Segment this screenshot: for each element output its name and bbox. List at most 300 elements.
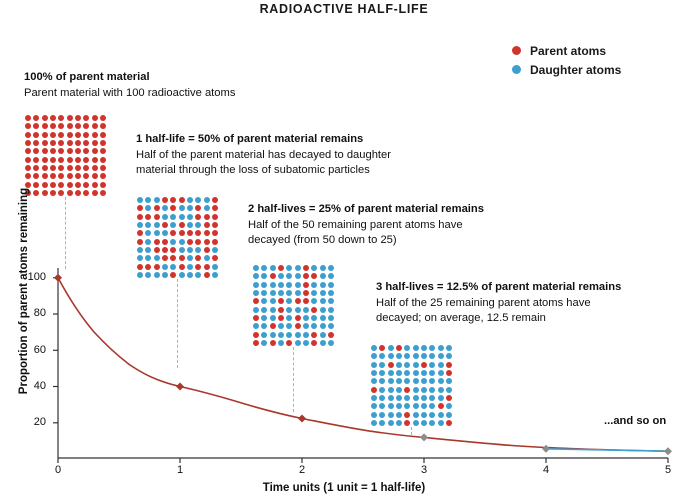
annotation-2-line-1: Half of the 50 remaining parent atoms have — [248, 218, 463, 231]
legend-swatch-daughter — [512, 65, 521, 74]
parent-atom — [212, 222, 218, 228]
parent-atom — [33, 140, 39, 146]
parent-atom — [154, 214, 160, 220]
atom-grid-1 — [136, 196, 219, 279]
daughter-atom — [162, 264, 168, 270]
parent-atom — [195, 239, 201, 245]
parent-atom — [67, 157, 73, 163]
parent-atom — [58, 148, 64, 154]
x-tick-label-4: 4 — [542, 464, 550, 476]
parent-atom — [311, 273, 317, 279]
parent-atom — [212, 214, 218, 220]
daughter-atom — [311, 315, 317, 321]
parent-atom — [92, 123, 98, 129]
daughter-atom — [388, 370, 394, 376]
parent-atom — [50, 140, 56, 146]
daughter-atom — [371, 345, 377, 351]
daughter-atom — [438, 345, 444, 351]
daughter-atom — [421, 387, 427, 393]
daughter-atom — [429, 345, 435, 351]
daughter-atom — [328, 298, 334, 304]
parent-atom — [145, 214, 151, 220]
leader-line-2 — [293, 347, 294, 412]
daughter-atom — [413, 378, 419, 384]
parent-atom — [179, 255, 185, 261]
legend — [512, 41, 621, 79]
daughter-atom — [371, 370, 377, 376]
parent-atom — [204, 230, 210, 236]
daughter-atom — [388, 420, 394, 426]
daughter-atom — [320, 340, 326, 346]
parent-atom — [92, 190, 98, 196]
daughter-atom — [379, 395, 385, 401]
annotation-1-line-1: Half of the parent material has decayed to daughter — [136, 148, 391, 161]
daughter-atom — [396, 353, 402, 359]
parent-atom — [162, 222, 168, 228]
parent-atom — [67, 148, 73, 154]
daughter-atom — [413, 420, 419, 426]
annotation-0-line-1: Parent material with 100 radioactive atoms — [24, 86, 236, 99]
daughter-atom — [320, 298, 326, 304]
daughter-atom — [212, 247, 218, 253]
parent-atom — [371, 387, 377, 393]
daughter-atom — [379, 362, 385, 368]
annotation-3-line-0: 3 half-lives = 12.5% of parent material remains — [376, 281, 622, 293]
daughter-atom — [438, 362, 444, 368]
parent-atom — [404, 387, 410, 393]
daughter-atom — [429, 420, 435, 426]
parent-atom — [303, 282, 309, 288]
parent-atom — [379, 345, 385, 351]
parent-atom — [137, 239, 143, 245]
daughter-atom — [379, 420, 385, 426]
parent-atom — [42, 190, 48, 196]
atom-grid-3 — [370, 344, 453, 427]
daughter-atom — [137, 272, 143, 278]
daughter-atom — [137, 247, 143, 253]
parent-atom — [270, 273, 276, 279]
annotation-0 — [24, 70, 324, 101]
parent-atom — [75, 157, 81, 163]
daughter-atom — [261, 315, 267, 321]
daughter-atom — [388, 345, 394, 351]
parent-atom — [92, 132, 98, 138]
daughter-atom — [446, 345, 452, 351]
daughter-atom — [295, 332, 301, 338]
daughter-atom — [278, 282, 284, 288]
parent-atom — [50, 157, 56, 163]
parent-atom — [195, 264, 201, 270]
daughter-atom — [371, 362, 377, 368]
daughter-atom — [278, 273, 284, 279]
daughter-atom — [253, 273, 259, 279]
daughter-atom — [413, 395, 419, 401]
daughter-atom — [170, 222, 176, 228]
daughter-atom — [396, 403, 402, 409]
parent-atom — [204, 214, 210, 220]
daughter-atom — [429, 412, 435, 418]
daughter-atom — [253, 307, 259, 313]
daughter-atom — [303, 340, 309, 346]
parent-atom — [83, 115, 89, 121]
daughter-atom — [311, 298, 317, 304]
daughter-atom — [154, 272, 160, 278]
daughter-atom — [328, 315, 334, 321]
figure-title: RADIOACTIVE HALF-LIFE — [259, 2, 429, 16]
daughter-atom — [413, 412, 419, 418]
daughter-atom — [320, 332, 326, 338]
parent-atom — [253, 298, 259, 304]
annotation-3 — [376, 280, 688, 327]
annotation-1 — [136, 132, 496, 179]
daughter-atom — [179, 239, 185, 245]
parent-atom — [83, 132, 89, 138]
parent-atom — [67, 123, 73, 129]
parent-atom — [33, 115, 39, 121]
daughter-atom — [179, 214, 185, 220]
parent-atom — [162, 255, 168, 261]
daughter-atom — [195, 197, 201, 203]
parent-atom — [33, 190, 39, 196]
parent-atom — [33, 148, 39, 154]
daughter-atom — [396, 387, 402, 393]
daughter-atom — [145, 239, 151, 245]
parent-atom — [75, 132, 81, 138]
annotation-2-line-2: decayed (from 50 down to 25) — [248, 234, 397, 246]
parent-atom — [83, 173, 89, 179]
daughter-atom — [371, 412, 377, 418]
y-tick-label-60: 60 — [33, 344, 46, 356]
parent-atom — [92, 165, 98, 171]
annotation-1-line-0: 1 half-life = 50% of parent material remains — [136, 133, 364, 145]
parent-atom — [50, 132, 56, 138]
daughter-atom — [446, 403, 452, 409]
daughter-atom — [379, 403, 385, 409]
parent-atom — [154, 239, 160, 245]
daughter-atom — [320, 282, 326, 288]
daughter-atom — [421, 412, 427, 418]
daughter-atom — [320, 265, 326, 271]
parent-atom — [75, 190, 81, 196]
parent-atom — [145, 264, 151, 270]
daughter-atom — [311, 323, 317, 329]
daughter-atom — [253, 290, 259, 296]
parent-atom — [100, 115, 106, 121]
daughter-atom — [145, 247, 151, 253]
daughter-atom — [388, 412, 394, 418]
daughter-atom — [154, 222, 160, 228]
daughter-atom — [429, 378, 435, 384]
daughter-atom — [371, 378, 377, 384]
daughter-atom — [154, 197, 160, 203]
daughter-atom — [320, 323, 326, 329]
parent-atom — [212, 205, 218, 211]
parent-atom — [75, 182, 81, 188]
legend-label-daughter: Daughter atoms — [530, 62, 622, 77]
parent-atom — [179, 230, 185, 236]
daughter-atom — [170, 239, 176, 245]
parent-atom — [311, 332, 317, 338]
daughter-atom — [145, 255, 151, 261]
daughter-atom — [261, 298, 267, 304]
daughter-atom — [421, 345, 427, 351]
daughter-atom — [438, 387, 444, 393]
daughter-atom — [328, 282, 334, 288]
daughter-atom — [204, 205, 210, 211]
leader-line-1 — [177, 279, 178, 368]
parent-atom — [311, 307, 317, 313]
parent-atom — [195, 255, 201, 261]
parent-atom — [446, 420, 452, 426]
daughter-atom — [195, 272, 201, 278]
parent-atom — [100, 157, 106, 163]
x-axis-title: Time units (1 unit = 1 half-life) — [262, 482, 426, 494]
daughter-atom — [396, 378, 402, 384]
parent-atom — [75, 123, 81, 129]
daughter-atom — [187, 222, 193, 228]
parent-atom — [195, 214, 201, 220]
daughter-atom — [187, 255, 193, 261]
daughter-atom — [379, 370, 385, 376]
daughter-atom — [413, 353, 419, 359]
atom-grid-0 — [24, 114, 107, 197]
daughter-atom — [261, 307, 267, 313]
daughter-atom — [328, 323, 334, 329]
parent-atom — [50, 182, 56, 188]
decay-curve-tail — [546, 449, 668, 451]
daughter-atom — [421, 403, 427, 409]
daughter-atom — [396, 370, 402, 376]
parent-atom — [295, 298, 301, 304]
daughter-atom — [286, 282, 292, 288]
parent-atom — [421, 362, 427, 368]
daughter-atom — [303, 332, 309, 338]
parent-atom — [278, 315, 284, 321]
daughter-atom — [145, 230, 151, 236]
parent-atom — [295, 323, 301, 329]
parent-atom — [170, 230, 176, 236]
daughter-atom — [328, 265, 334, 271]
parent-atom — [162, 239, 168, 245]
daughter-atom — [162, 214, 168, 220]
parent-atom — [83, 123, 89, 129]
daughter-atom — [270, 315, 276, 321]
parent-atom — [195, 205, 201, 211]
daughter-atom — [371, 395, 377, 401]
daughter-atom — [396, 412, 402, 418]
parent-atom — [446, 362, 452, 368]
parent-atom — [170, 255, 176, 261]
parent-atom — [303, 273, 309, 279]
daughter-atom — [421, 378, 427, 384]
daughter-atom — [371, 420, 377, 426]
parent-atom — [204, 247, 210, 253]
daughter-atom — [278, 340, 284, 346]
parent-atom — [92, 182, 98, 188]
daughter-atom — [413, 387, 419, 393]
parent-atom — [58, 165, 64, 171]
parent-atom — [170, 205, 176, 211]
daughter-atom — [187, 197, 193, 203]
parent-atom — [50, 190, 56, 196]
y-tick-label-20: 20 — [33, 416, 46, 428]
daughter-atom — [413, 345, 419, 351]
daughter-atom — [195, 222, 201, 228]
parent-atom — [75, 165, 81, 171]
parent-atom — [404, 420, 410, 426]
parent-atom — [25, 148, 31, 154]
daughter-atom — [388, 353, 394, 359]
parent-atom — [67, 182, 73, 188]
daughter-atom — [438, 395, 444, 401]
parent-atom — [83, 148, 89, 154]
daughter-atom — [137, 197, 143, 203]
y-tick-label-100: 100 — [27, 271, 46, 283]
daughter-atom — [320, 307, 326, 313]
daughter-atom — [421, 420, 427, 426]
parent-atom — [187, 230, 193, 236]
parent-atom — [137, 205, 143, 211]
daughter-atom — [270, 307, 276, 313]
daughter-atom — [404, 403, 410, 409]
daughter-atom — [261, 340, 267, 346]
parent-atom — [42, 115, 48, 121]
parent-atom — [58, 182, 64, 188]
parent-atom — [58, 190, 64, 196]
parent-atom — [195, 230, 201, 236]
parent-atom — [92, 115, 98, 121]
daughter-atom — [421, 353, 427, 359]
parent-atom — [42, 140, 48, 146]
daughter-atom — [295, 340, 301, 346]
parent-atom — [303, 298, 309, 304]
daughter-atom — [404, 395, 410, 401]
parent-atom — [295, 315, 301, 321]
daughter-atom — [311, 265, 317, 271]
daughter-atom — [413, 370, 419, 376]
daughter-atom — [179, 205, 185, 211]
parent-atom — [253, 340, 259, 346]
legend-label-parent: Parent atoms — [530, 43, 607, 58]
x-tick-label-0: 0 — [54, 464, 62, 476]
daughter-atom — [429, 370, 435, 376]
parent-atom — [253, 315, 259, 321]
daughter-atom — [311, 290, 317, 296]
parent-atom — [25, 132, 31, 138]
x-tick-label-3: 3 — [420, 464, 428, 476]
daughter-atom — [438, 353, 444, 359]
daughter-atom — [295, 290, 301, 296]
daughter-atom — [379, 412, 385, 418]
daughter-atom — [261, 282, 267, 288]
daughter-atom — [204, 255, 210, 261]
daughter-atom — [421, 370, 427, 376]
parent-atom — [92, 140, 98, 146]
parent-atom — [253, 332, 259, 338]
daughter-atom — [270, 298, 276, 304]
daughter-atom — [328, 307, 334, 313]
annotation-3-line-2: decayed; on average, 12.5 remain — [376, 312, 546, 324]
daughter-atom — [388, 378, 394, 384]
parent-atom — [212, 230, 218, 236]
y-tick-label-80: 80 — [33, 307, 46, 319]
parent-atom — [75, 115, 81, 121]
daughter-atom — [261, 332, 267, 338]
parent-atom — [75, 140, 81, 146]
parent-atom — [100, 132, 106, 138]
parent-atom — [58, 173, 64, 179]
parent-atom — [100, 190, 106, 196]
daughter-atom — [303, 307, 309, 313]
parent-atom — [204, 222, 210, 228]
daughter-atom — [404, 353, 410, 359]
parent-atom — [154, 205, 160, 211]
x-tick-label-1: 1 — [176, 464, 184, 476]
daughter-atom — [154, 255, 160, 261]
parent-atom — [58, 115, 64, 121]
daughter-atom — [371, 353, 377, 359]
daughter-atom — [270, 282, 276, 288]
parent-atom — [162, 197, 168, 203]
daughter-atom — [261, 273, 267, 279]
daughter-atom — [286, 298, 292, 304]
parent-atom — [137, 230, 143, 236]
parent-atom — [58, 157, 64, 163]
daughter-atom — [145, 272, 151, 278]
daughter-atom — [145, 222, 151, 228]
parent-atom — [303, 265, 309, 271]
daughter-atom — [328, 273, 334, 279]
parent-atom — [67, 165, 73, 171]
parent-atom — [33, 157, 39, 163]
daughter-atom — [446, 412, 452, 418]
daughter-atom — [286, 315, 292, 321]
daughter-atom — [187, 205, 193, 211]
daughter-atom — [388, 395, 394, 401]
parent-atom — [170, 247, 176, 253]
annotation-1-line-2: material through the loss of subatomic particles — [136, 164, 370, 176]
parent-atom — [187, 239, 193, 245]
daughter-atom — [446, 378, 452, 384]
parent-atom — [328, 332, 334, 338]
daughter-atom — [162, 230, 168, 236]
daughter-atom — [379, 387, 385, 393]
daughter-atom — [295, 265, 301, 271]
parent-atom — [100, 123, 106, 129]
parent-atom — [67, 132, 73, 138]
daughter-atom — [286, 307, 292, 313]
daughter-atom — [320, 273, 326, 279]
parent-atom — [92, 173, 98, 179]
parent-atom — [179, 222, 185, 228]
daughter-atom — [404, 362, 410, 368]
daughter-atom — [212, 264, 218, 270]
parent-atom — [42, 182, 48, 188]
parent-atom — [50, 165, 56, 171]
parent-atom — [162, 247, 168, 253]
daughter-atom — [187, 272, 193, 278]
annotation-3-line-1: Half of the 25 remaining parent atoms have — [376, 296, 591, 309]
parent-atom — [170, 197, 176, 203]
legend-item-parent — [512, 41, 621, 60]
daughter-atom — [303, 315, 309, 321]
legend-swatch-parent — [512, 46, 521, 55]
daughter-atom — [286, 323, 292, 329]
daughter-atom — [253, 323, 259, 329]
legend-item-daughter — [512, 60, 621, 79]
daughter-atom — [137, 255, 143, 261]
daughter-atom — [187, 214, 193, 220]
